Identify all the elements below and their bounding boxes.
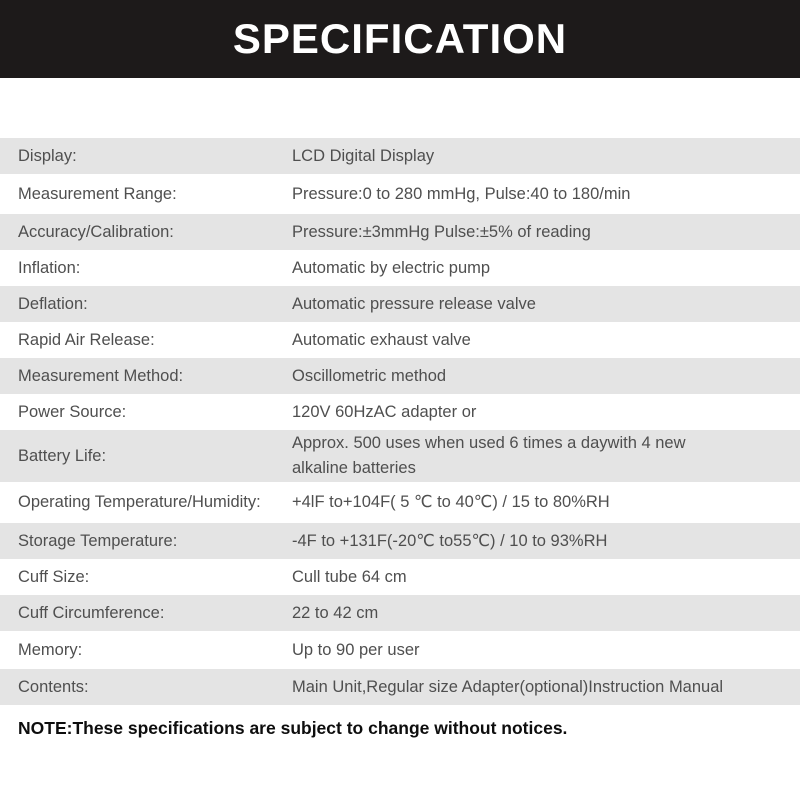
row-label: Accuracy/Calibration: <box>18 222 174 241</box>
table-row <box>0 559 800 595</box>
row-value: Pressure:±3mmHg Pulse:±5% of reading <box>292 222 591 241</box>
row-label: Inflation: <box>18 258 81 277</box>
table-row <box>0 174 800 214</box>
row-label: Display: <box>18 146 77 165</box>
row-label: Rapid Air Release: <box>18 330 155 349</box>
table-row <box>0 523 800 559</box>
table-row <box>0 138 800 174</box>
row-value: Automatic exhaust valve <box>292 330 471 349</box>
row-value: Oscillometric method <box>292 366 447 385</box>
row-label: Storage Temperature: <box>18 531 178 550</box>
table-row <box>0 482 800 523</box>
row-label: Cuff Size: <box>18 567 90 586</box>
row-value: Up to 90 per user <box>292 640 420 659</box>
table-row <box>0 358 800 394</box>
table-row <box>0 322 800 358</box>
row-value: Main Unit,Regular size Adapter(optional)Instruction Manual <box>292 677 724 696</box>
table-row <box>0 214 800 250</box>
row-label: Deflation: <box>18 294 88 313</box>
row-value: 22 to 42 cm <box>292 603 379 622</box>
row-value: LCD Digital Display <box>292 146 435 165</box>
table-row <box>0 250 800 286</box>
table-row <box>0 286 800 322</box>
table-row <box>0 394 800 430</box>
header-banner <box>0 0 800 78</box>
row-label: Operating Temperature/Humidity: <box>18 493 261 511</box>
row-label: Contents: <box>18 677 89 696</box>
row-value: Automatic pressure release valve <box>292 294 536 313</box>
page-title: SPECIFICATION <box>232 15 568 62</box>
row-value: 120V 60HzAC adapter or <box>292 402 477 421</box>
row-value: Automatic by electric pump <box>292 258 491 277</box>
table-row <box>0 631 800 669</box>
row-value: +4lF to+104F( 5 ℃ to 40℃) / 15 to 80%RH <box>292 493 610 511</box>
table-row <box>0 430 800 482</box>
row-value: Pressure:0 to 280 mmHg, Pulse:40 to 180/min <box>292 184 631 203</box>
row-value: -4F to +131F(-20℃ to55℃) / 10 to 93%RH <box>292 531 608 550</box>
row-label: Measurement Method: <box>18 366 184 385</box>
note-text: NOTE:These specifications are subject to change without notices. <box>18 718 568 738</box>
row-value: Cull tube 64 cm <box>292 567 407 586</box>
row-value: Approx. 500 uses when used 6 times a daywith 4 new alkaline batteries <box>292 434 686 477</box>
row-label: Power Source: <box>18 402 127 421</box>
row-label: Battery Life: <box>18 446 107 465</box>
spec-table <box>0 138 800 705</box>
table-row <box>0 669 800 705</box>
row-label: Measurement Range: <box>18 184 177 203</box>
table-row <box>0 595 800 631</box>
row-label: Cuff Circumference: <box>18 603 165 622</box>
row-label: Memory: <box>18 640 83 659</box>
